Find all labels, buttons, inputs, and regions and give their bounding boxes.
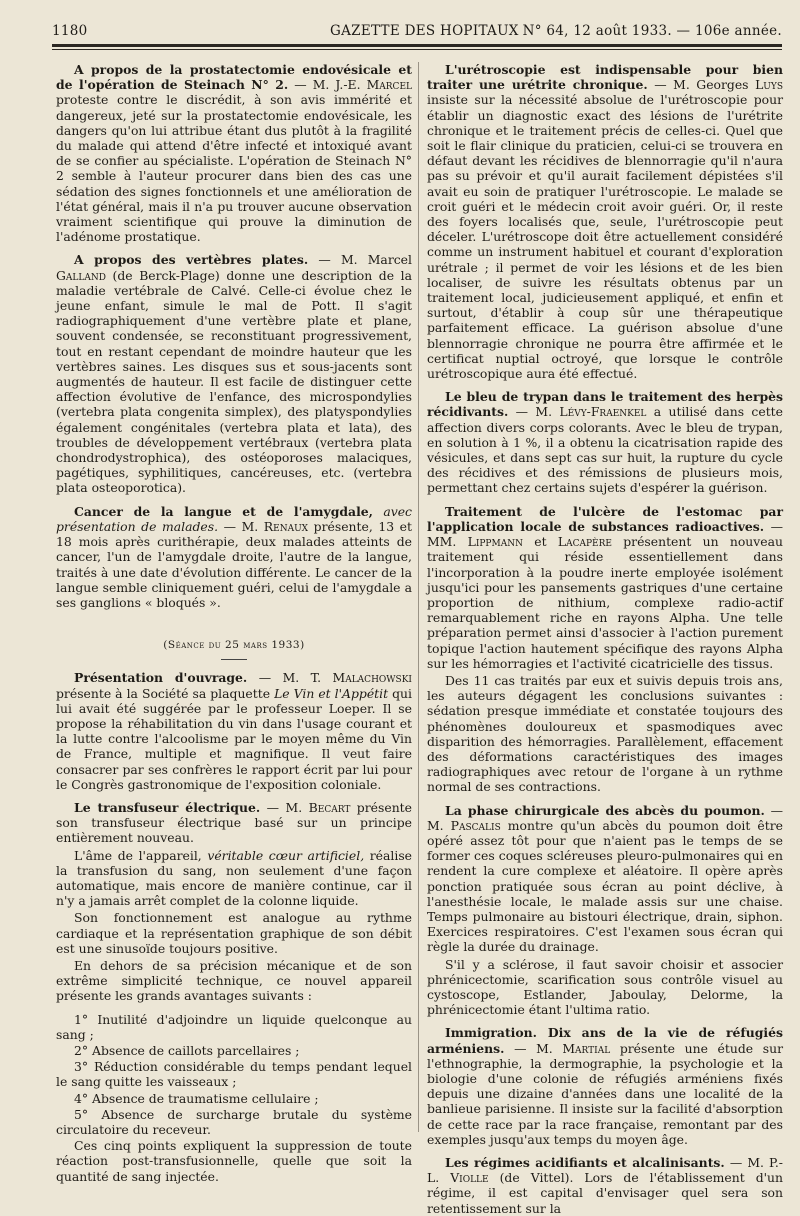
paragraph: S'il y a sclérose, il faut savoir choisir et associer phrénicectomie, scarification sous contrôle visuel au cystoscope, Estlander, Jaboulay, Delorme, la phrénicectomie étant l'ultima ratio. [427, 956, 783, 1018]
article-ulcere-estomac: Traitement de l'ulcère de l'estomac par l'application locale de substances radioactives. — MM. Lippmann et Lacapère présentent un nouveau traitement qui réside essentiellement dans l'incorporation à la poudre inerte employée isolément jusqu'ici pour les pansements gastriques d'une certaine proportion de nithium, complexe radio-actif remarquablement riche en rayons Alpha. Une telle préparation permet ainsi d'associer à l'action purement topique l'action hautement spécifique des rayons Alpha sur les hémorragies et l'activité cicatricielle des tissus. [427, 503, 783, 671]
paragraph: En dehors de sa précision mécanique et de son extrême simplicité technique, ce nouvel appareil présente les grands avantages suivants : [56, 957, 412, 1004]
author-name: Martial [562, 1040, 611, 1056]
article-title: Traitement de l'ulcère de l'estomac par l'application locale de substances radioactives. [427, 503, 783, 534]
author-name: Violle [450, 1170, 489, 1186]
author-name: Luys [755, 77, 783, 93]
list-item: 2° Absence de caillots parcellaires ; [74, 1042, 300, 1058]
article-regimes: Les régimes acidifiants et alcalinisants. — M. P.-L. Violle (de Vittel). Lors de l'établissement d'un régime, il est capital d'envisager quel sera son retentissement sur la [427, 1155, 784, 1216]
paragraph: Ces cinq points expliquent la suppression de toute réaction post-transfusionnelle, quelle que soit la quantité de sang injectée. [56, 1138, 412, 1184]
running-header [52, 20, 782, 42]
author-name: Galland [56, 267, 106, 283]
right-column [427, 62, 784, 1216]
article-presentation-ouvrage: Présentation d'ouvrage. — M. T. Malachowski présente à la Société sa plaquette Le Vin et l'Appétit qui lui avait été suggérée par le professeur Loeper. Il se propose la réhabilitation du vin dans l'usage courant et la lutte contre l'alcoolisme par le moyen même du Vin de France, multiple et magnifique. Il veut faire consacrer par ses confrères le rapport écrit par lui pour le Congrès gastronomique de l'exposition coloniale. [56, 670, 412, 792]
header-rule-thin [52, 49, 782, 50]
article-title: Présentation d'ouvrage. [74, 670, 248, 686]
article-vertebres-plates: A propos des vertèbres plates. — M. Marcel Galland (de Berck-Plage) donne une description de la maladie vertébrale de Calvé. Celle-ci évolue chez le jeune enfant, simule le mal de Pott. Il s'agit radiographiquement d'une vertèbre plate et plane, souvent condensée, se reconstituant progressivement, tout en restant cependant de moindre hauteur que les vertèbres saines. Les disques sus et sous-jacents sont augmentés de hauteur. Il est facile de distinguer cette affection évolutive de l'enfance, des microspondylies (vertebra plata congenita simplex), des platyspondylies également congénitales (vertebra plata et lata), des troubles de développement vertébraux (vertebra plata chondrodystrophica), des ostéoporoses malaciques, pagétiques, syphilitiques, cancéreuses, etc. (vertebra plata osteoporotica). [56, 252, 412, 496]
seance-heading: (Séance du 25 mars 1933) [163, 639, 305, 652]
issue-info: N° 64, 12 août 1933. — 106e année. [522, 23, 782, 39]
list-item: 4° Absence de traumatisme cellulaire ; [74, 1090, 319, 1106]
journal-title: GAZETTE DES HOPITAUX [330, 23, 519, 39]
author-name: Marcel [366, 77, 412, 93]
author-name: Lacapère [557, 534, 612, 550]
header-rule-thick [52, 44, 782, 47]
author-name: Malachowski [332, 670, 412, 686]
article-uretroscopie: L'urétroscopie est indispensable pour bien traiter une urétrite chronique. — M. Georges Luys insiste sur la nécessité absolue de l'urétroscopie pour établir un diagnostic exact des lésions de l'urétrite chronique et le traitement précis de celles-ci. Quel que soit le flair clinique du praticien, celui-ci se trouvera en défaut devant les récidives de blennorragie qu'il n'aura pas su prévoir et qu'il aurait facilement dépistées s'il avait eu soin de pratiquer l'urétroscopie. Le malade se croit guéri et le médecin croit avoir guéri. Or, il reste des foyers localisés que, seule, l'urétroscopie peut déceler. L'urétroscope doit être actuellement considéré comme un instrument habituel et courant d'exploration urétrale ; il permet de voir les lésions et de les bien localiser, de suivre les résultats obtenus par un traitement local, judicieusement appliqué, et enfin et surtout, d'établir à coup sûr une thérapeutique parfaitement efficace. La guérison absolue d'une blennorragie chronique ne pourra être affirmée et le certificat nuptial octroyé, que lorsque le contrôle urétroscopique aura été effectué. [427, 62, 783, 382]
article-transfuseur: Le transfuseur électrique. — M. Becart présente son transfuseur électrique basé sur un principe entièrement nouveau. [56, 799, 412, 846]
article-prostatectomie: A propos de la prostatectomie endovésicale et de l'opération de Steinach N° 2. — M. J.-E. Marcel proteste contre le discrédit, à son avis immérité et dangereux, jeté sur la prostatectomie endovésicale, les dangers qu'on lui attribue étant dus plutôt à la fragilité du malade qui attend d'être infecté et intoxiqué avant de se confier au spécialiste. L'opération de Steinach N° 2 semble à l'auteur procurer dans bien des cas une sédation des signes fonctionnels et une amélioration de l'état général, mais il n'a pu trouver aucune observation vraiment scientifique qui prouve la diminution de l'adénome prostatique. [56, 62, 412, 245]
author-name: Pascalis [450, 817, 501, 833]
article-title: Les régimes acidifiants et alcalinisants. [445, 1155, 725, 1171]
author-name: Lippmann [467, 534, 523, 550]
article-abces-poumon: La phase chirurgicale des abcès du poumon. — M. Pascalis montre qu'un abcès du poumon doit être opéré assez tôt pour que n'aient pas le temps de se former ces coques scléreuses pleuro-pulmonaires qui en rendent la cure complexe et aléatoire. Il opère après ponction pratiquée sous écran au point déclive, à l'anesthésie locale, le malade assis sur une chaise. Temps pulmonaire au bistouri électrique, drain, siphon. Exercices respiratoires. C'est l'examen sous écran qui règle la durée du drainage. [427, 802, 783, 955]
article-title: Immigration. Dix ans de la vie de réfugiés arméniens. [427, 1025, 783, 1056]
article-title: L'urétroscopie est indispensable pour bien traiter une urétrite chronique. [427, 62, 783, 93]
paragraph: Des 11 cas traités par eux et suivis depuis trois ans, les auteurs dégagent les conclusions suivantes : sédation presque immédiate et constatée toujours des phénomènes douloureux et spasmodiques avec disparition des hémorragies. Parallèlement, effacement des déformations caractéristiques des images radiographiques avec retour de l'organe à un rythme normal de ses contractions. [427, 672, 783, 795]
article-title: A propos de la prostatectomie endovésicale et de l'opération de Steinach N° 2. [56, 62, 412, 93]
article-title: Cancer de la langue et de l'amygdale, [74, 503, 373, 519]
article-title: A propos des vertèbres plates. [74, 252, 309, 268]
article-title: Le bleu de trypan dans le traitement des herpès récidivants. [427, 389, 783, 420]
book-title: Le Vin et l'Appétit [274, 685, 389, 701]
list-item: 3° Réduction considérable du temps pendant lequel le sang quitte les vaisseaux ; [56, 1059, 412, 1090]
author-name: Becart [308, 799, 351, 815]
article-title: Le transfuseur électrique. [74, 799, 261, 815]
paragraph: Son fonctionnement est analogue au rythme cardiaque et la représentation graphique de son débit est une sinusoïde toujours positive. [56, 910, 412, 956]
list-item: 1° Inutilité d'adjoindre un liquide quelconque au sang ; [56, 1011, 412, 1042]
short-rule [221, 659, 247, 660]
left-column [56, 62, 413, 1184]
article-title: La phase chirurgicale des abcès du poumon. [445, 802, 765, 818]
article-subtitle: avec présentation de malades. [56, 503, 412, 534]
paragraph: L'âme de l'appareil, véritable cœur artificiel, réalise la transfusion du sang, non seulement d'une façon automatique, mais encore de manière continue, car il n'y a jamais arrêt complet de la colonne liquide. [56, 847, 413, 909]
author-name: Renaux [263, 518, 309, 534]
article-immigration: Immigration. Dix ans de la vie de réfugiés arméniens. — M. Martial présente une étude sur l'ethnographie, la dermographie, la psychologie et la biologie d'une colonie de réfugiés arméniens fixés depuis une dizaine d'années dans une localité de la banlieue parisienne. Il insiste sur la facilité d'absorption de cette race par la race française, remontant par des exemples jusqu'aux temps du moyen âge. [427, 1025, 783, 1147]
page-number: 1180 [52, 23, 88, 39]
article-bleu-trypan: Le bleu de trypan dans le traitement des herpès récidivants. — M. Lévy-Fraenkel a utilisé dans cette affection divers corps colorants. Avec le bleu de trypan, en solution à 1 %, il a obtenu la cicatrisation rapide des vésicules, et dans sept cas sur huit, la rupture du cycle des récidives et des rémissions de plusieurs mois, permettant chez certains sujets d'espérer la guérison. [427, 389, 783, 496]
list-item: 5° Absence de surcharge brutale du système circulatoire du receveur. [56, 1106, 412, 1137]
author-name: Lévy-Fraenkel [559, 404, 647, 420]
article-cancer-langue: Cancer de la langue et de l'amygdale, avec présentation de malades. — M. Renaux présente, 13 et 18 mois après curithérapie, deux malades atteints de cancer, l'un de l'amygdale droite, l'autre de la langue, traités à une date d'évolution différente. Le cancer de la langue semble cliniquement guéri, celui de l'amygdale a ses ganglions « bloqués ». [56, 503, 412, 610]
column-divider [418, 62, 419, 1132]
